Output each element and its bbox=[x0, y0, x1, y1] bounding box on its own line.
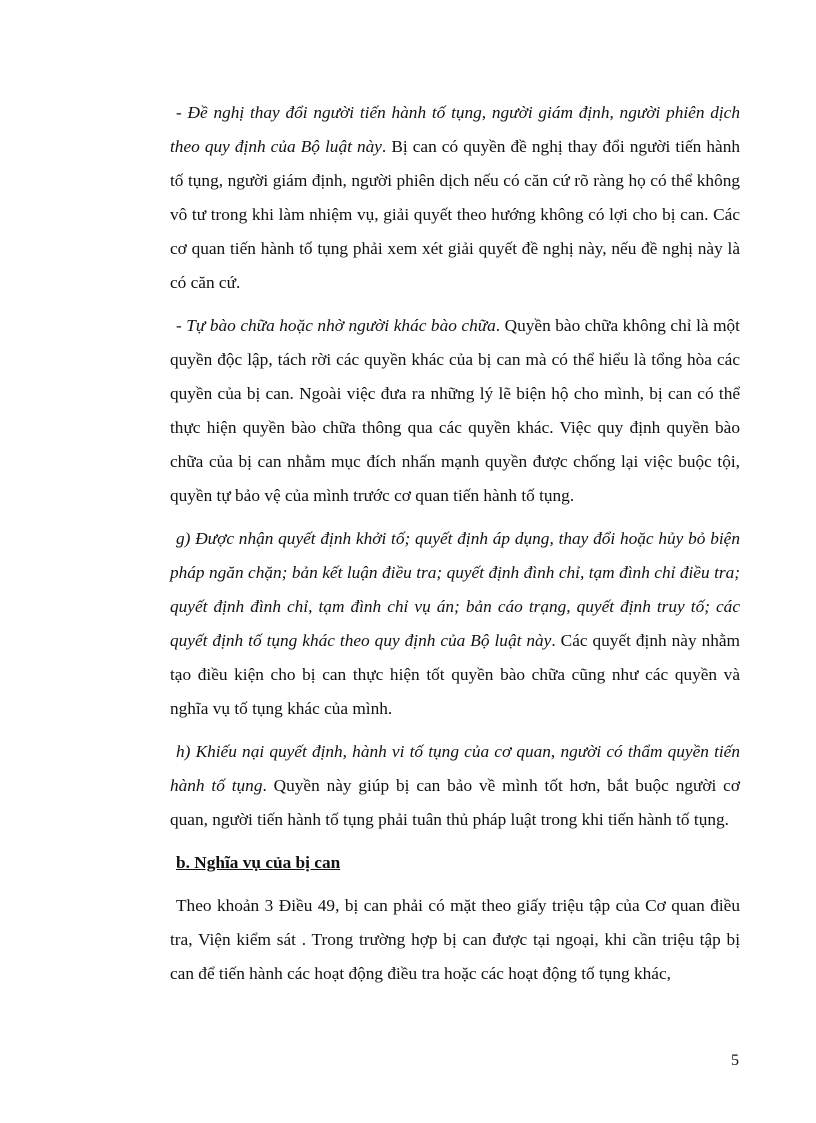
paragraph-body-text: . Quyền này giúp bị can bảo về mình tốt hơn, bắt buộc người cơ quan, người tiến hành tố tụng phải tuân thủ pháp luật trong khi tiến hành tố tụng. bbox=[170, 776, 740, 829]
paragraph-receive-decisions bbox=[170, 522, 740, 726]
page-number: 5 bbox=[731, 1052, 739, 1069]
paragraph-body-text: . Quyền bào chữa không chỉ là một quyền độc lập, tách rời các quyền khác của bị can mà có thể hiểu là tổng hòa các quyền của bị can. Ngoài việc đưa ra những lý lẽ biện hộ cho mình, bị can có thể thực hiện quyền bào chữa thông qua các quyền khác. Việc quy định quyền bào chữa của bị can nhằm mục đích nhấn mạnh quyền được chống lại việc buộc tội, quyền tự bảo vệ của mình trước cơ quan tiến hành tố tụng. bbox=[170, 316, 740, 505]
paragraph-body-text: . Các quyết định này nhằm tạo điều kiện cho bị can thực hiện tốt quyền bào chữa cũng như các quyền và nghĩa vụ tố tụng khác của mình. bbox=[170, 631, 740, 718]
paragraph-request-replacement bbox=[170, 96, 740, 300]
paragraph-obligations-body: Theo khoản 3 Điều 49, bị can phải có mặt theo giấy triệu tập của Cơ quan điều tra, Viện kiểm sát . Trong trường hợp bị can được tại ngoại, khi cần triệu tập bị can để tiến hành các hoạt động điều tra hoặc các hoạt động tố tụng khác, bbox=[170, 896, 740, 983]
paragraph-lead-italic: - Tự bào chữa hoặc nhờ người khác bào chữa bbox=[176, 316, 496, 335]
paragraph-complaint bbox=[170, 735, 740, 837]
section-heading-obligations: b. Nghĩa vụ của bị can bbox=[176, 853, 341, 872]
paragraph-self-defense bbox=[170, 309, 740, 513]
paragraph-body-text: . Bị can có quyền đề nghị thay đổi người tiến hành tố tụng, người giám định, người phiên dịch nếu có căn cứ rõ ràng họ có thể không vô tư trong khi làm nhiệm vụ, giải quyết theo hướng không có lợi cho bị can. Các cơ quan tiến hành tố tụng phải xem xét giải quyết đề nghị này, nếu đề nghị này là có căn cứ. bbox=[170, 137, 740, 292]
page-content bbox=[170, 96, 740, 1000]
paragraph-lead-italic: h) Khiếu nại quyết định, hành vi tố tụng của cơ quan, người có thẩm quyền tiến hành tố tụng bbox=[170, 742, 740, 795]
paragraph-lead-italic: - Đề nghị thay đổi người tiến hành tố tụng, người giám định, người phiên dịch theo quy định của Bộ luật này bbox=[170, 103, 740, 156]
paragraph-lead-italic: g) Được nhận quyết định khởi tố; quyết định áp dụng, thay đổi hoặc hủy bỏ biện pháp ngăn chặn; bản kết luận điều tra; quyết định đình chỉ, tạm đình chỉ điều tra; quyết định đình chỉ, tạm đình chỉ vụ án; bản cáo trạng, quyết định truy tố; các quyết định tố tụng khác theo quy định của Bộ luật này bbox=[170, 529, 740, 650]
